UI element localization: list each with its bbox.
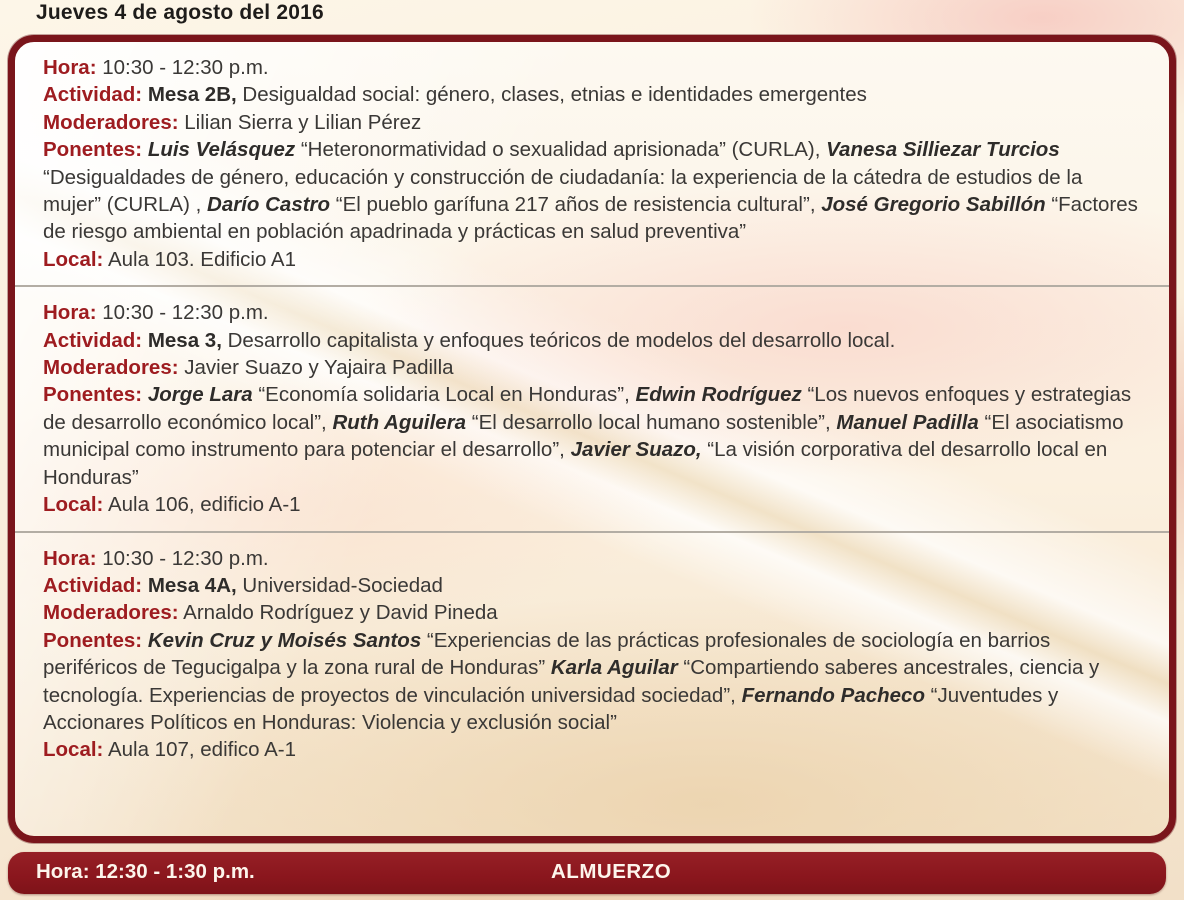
actividad-label: Actividad: — [43, 328, 143, 352]
hora-line — [43, 545, 1139, 572]
moderadores-value: Arnaldo Rodríguez y David Pineda — [183, 601, 498, 625]
moderadores-line — [43, 109, 1139, 136]
actividad-desc: Universidad-Sociedad — [242, 573, 443, 597]
hora-label: Hora: — [43, 56, 97, 79]
session-card-mesa-3 — [15, 285, 1169, 530]
lunch-banner — [8, 852, 1166, 894]
local-line — [43, 246, 1139, 273]
moderadores-label: Moderadores: — [43, 356, 179, 380]
moderadores-value: Javier Suazo y Yajaira Padilla — [184, 356, 454, 380]
local-line — [43, 491, 1139, 518]
actividad-desc: Desigualdad social: género, clases, etnias e identidades emergentes — [242, 83, 867, 107]
local-label: Local: — [43, 493, 104, 517]
ponentes-label: Ponentes: — [43, 138, 143, 162]
local-label: Local: — [43, 247, 104, 271]
actividad-title: Mesa 3, — [147, 328, 222, 352]
moderadores-line — [43, 354, 1139, 381]
hora-label: Hora: — [43, 301, 97, 325]
ponentes-line — [43, 136, 1139, 246]
ponentes-line — [43, 381, 1139, 491]
moderadores-label: Moderadores: — [43, 110, 179, 134]
moderadores-line — [43, 599, 1139, 626]
session-card-mesa-2b — [15, 42, 1169, 285]
local-value: Aula 107, edifico A-1 — [107, 738, 296, 762]
actividad-title: Mesa 4A, — [147, 573, 237, 597]
lunch-title: ALMUERZO — [551, 860, 672, 883]
lunch-hora: Hora: 12:30 - 1:30 p.m. — [36, 860, 255, 883]
local-line — [43, 736, 1139, 763]
hora-line — [43, 299, 1139, 326]
actividad-label: Actividad: — [43, 83, 143, 107]
schedule-box — [8, 35, 1176, 843]
ponentes-label: Ponentes: — [43, 383, 143, 407]
actividad-line — [43, 81, 1139, 108]
ponentes-value: Kevin Cruz y Moisés Santos “Experiencias de las prácticas profesionales de sociología en barrios periféricos de Tegucigalpa y la zona rural de Honduras” Karla Aguilar “Compartiendo saberes ancestrales, ciencia y tecnología. Experiencias de proyectos de vinculación universidad sociedad”, Fernando Pacheco “Juventudes y Accionares Políticos en Honduras: Violencia y exclusión social” — [43, 628, 1100, 734]
local-value: Aula 106, edificio A-1 — [107, 493, 301, 517]
ponentes-value: Jorge Lara “Economía solidaria Local en Honduras”, Edwin Rodríguez “Los nuevos enfoques y estrategias de desarrollo económico local”, Ruth Aguilera “El desarrollo local humano sostenible”, Manuel Padilla “El asociatismo municipal como instrumento para potenciar el desarrollo”, Javier Suazo, “La visión corporativa del desarrollo local en Honduras” — [43, 383, 1132, 489]
local-value: Aula 103. Edificio A1 — [107, 247, 296, 271]
ponentes-value: Luis Velásquez “Heteronormatividad o sexualidad aprisionada” (CURLA), Vanesa Silliezar Turcios “Desigualdades de género, educación y construcción de ciudadanía: la experiencia de la cátedra de estudios de la mujer” (CURLA) , Darío Castro “El pueblo garífuna 217 años de resistencia cultural”, José Gregorio Sabillón “Factores de riesgo ambiental en población apadrinada y prácticas en salud preventiva” — [43, 138, 1138, 244]
ponentes-label: Ponentes: — [43, 628, 143, 652]
hora-value: 10:30 - 12:30 p.m. — [102, 56, 269, 79]
ponentes-line — [43, 627, 1139, 737]
session-card-mesa-4a — [15, 531, 1169, 776]
actividad-label: Actividad: — [43, 573, 143, 597]
actividad-line — [43, 327, 1139, 354]
page-title: Jueves 4 de agosto del 2016 — [36, 1, 324, 24]
moderadores-label: Moderadores: — [43, 601, 179, 625]
hora-label: Hora: — [43, 546, 97, 570]
moderadores-value: Lilian Sierra y Lilian Pérez — [184, 110, 422, 134]
actividad-line — [43, 572, 1139, 599]
actividad-desc: Desarrollo capitalista y enfoques teóricos de modelos del desarrollo local. — [227, 328, 896, 352]
actividad-title: Mesa 2B, — [147, 83, 237, 107]
hora-line — [43, 54, 1139, 81]
local-label: Local: — [43, 738, 104, 762]
hora-value: 10:30 - 12:30 p.m. — [102, 546, 269, 570]
hora-value: 10:30 - 12:30 p.m. — [102, 301, 269, 325]
